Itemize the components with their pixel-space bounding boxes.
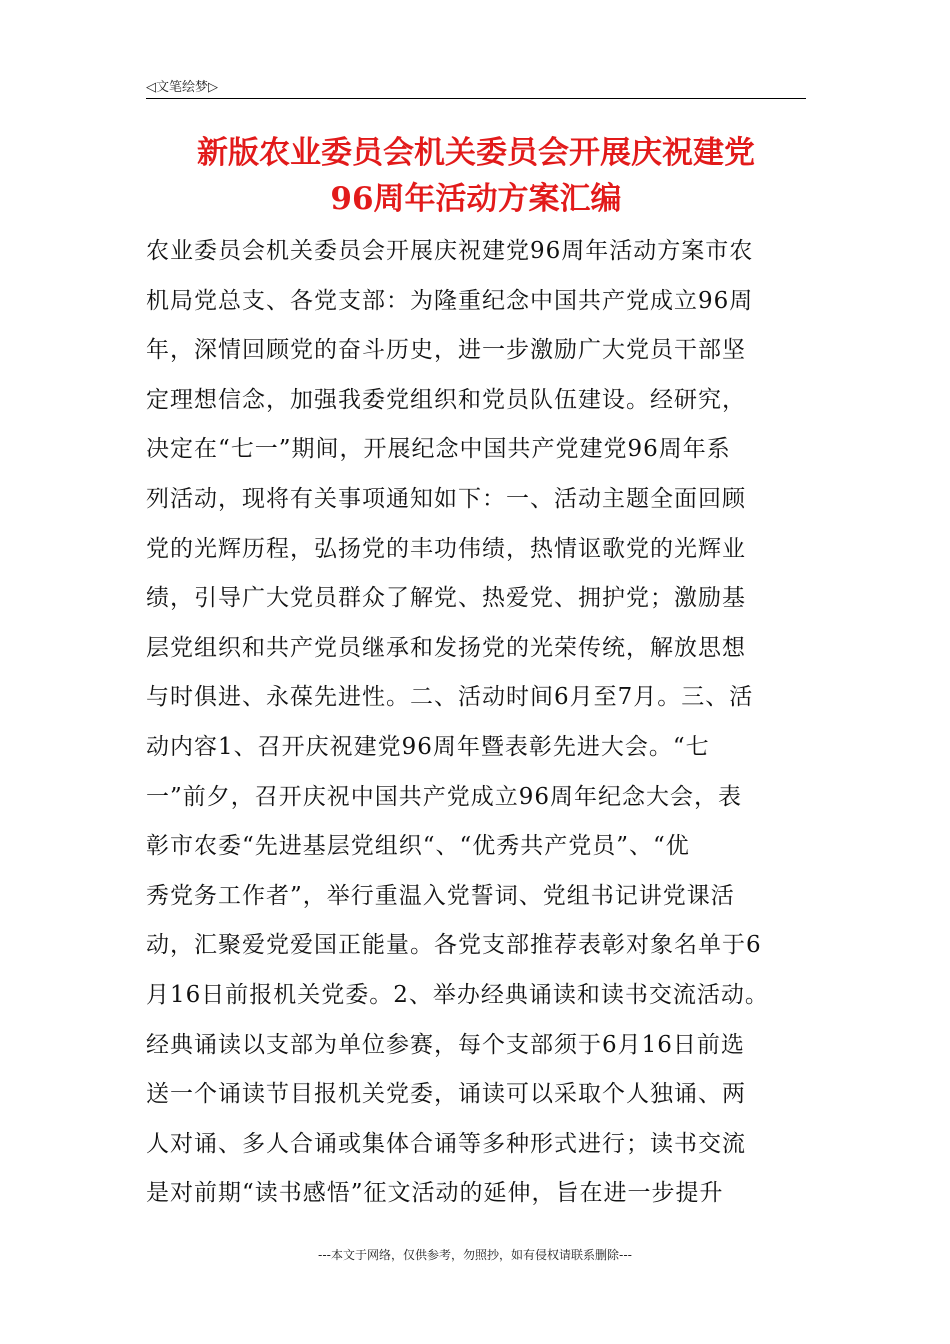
body-line: 层党组织和共产党员继承和发扬党的光荣传统，解放思想 [146,634,746,661]
body-line: 定理想信念，加强我委党组织和党员队伍建设。经研究， [146,386,746,413]
body-line: 经典诵读以支部为单位参赛，每个支部须于6月16日前选 [146,1031,745,1058]
header-brand-text: ◁文笔绘梦▷ [146,80,218,95]
body-line: 是对前期“读书感悟”征文活动的延伸，旨在进一步提升 [146,1180,724,1207]
body-line: 年，深情回顾党的奋斗历史，进一步激励广大党员干部坚 [146,337,746,364]
body-line: 党的光辉历程，弘扬党的丰功伟绩，热情讴歌党的光辉业 [146,535,746,562]
body-line: 人对诵、多人合诵或集体合诵等多种形式进行；读书交流 [146,1130,746,1157]
body-line: 绩，引导广大党员群众了解党、热爱党、拥护党；激励基 [146,585,746,612]
body-line: 决定在“七一”期间，开展纪念中国共产党建党96周年系 [146,436,731,463]
body-line: 一”前夕，召开庆祝中国共产党成立96周年纪念大会，表 [146,783,743,810]
title-line-1: 新版农业委员会机关委员会开展庆祝建党 [197,135,755,171]
body-line: 与时俱进、永葆先进性。二、活动时间6月至7月。三、活 [146,684,754,711]
body-line: 动，汇聚爱党爱国正能量。各党支部推荐表彰对象名单于6 [146,932,762,959]
body-line: 送一个诵读节目报机关党委，诵读可以采取个人独诵、两 [146,1081,746,1108]
title-line-2: 96周年活动方案汇编 [330,181,622,217]
body-line: 秀党务工作者”，举行重温入党誓词、党组书记讲党课活 [146,882,735,909]
body-line: 动内容1、召开庆祝建党96周年暨表彰先进大会。“七 [146,733,710,760]
document-body [146,227,808,1219]
page-footer-disclaimer: ---本文于网络，仅供参考，勿照抄，如有侵权请联系删除--- [318,1248,632,1262]
body-line: 月16日前报机关党委。2、举办经典诵读和读书交流活动。 [146,981,769,1008]
body-line: 机局党总支、各党支部：为隆重纪念中国共产党成立96周 [146,287,754,314]
body-line: 农业委员会机关委员会开展庆祝建党96周年活动方案市农 [146,238,754,264]
page-header [146,70,806,99]
body-line: 列活动，现将有关事项通知如下：一、活动主题全面回顾 [146,485,746,512]
document-title [146,130,806,222]
body-line: 彰市农委“先进基层党组织“、“优秀共产党员”、“优 [146,833,690,860]
